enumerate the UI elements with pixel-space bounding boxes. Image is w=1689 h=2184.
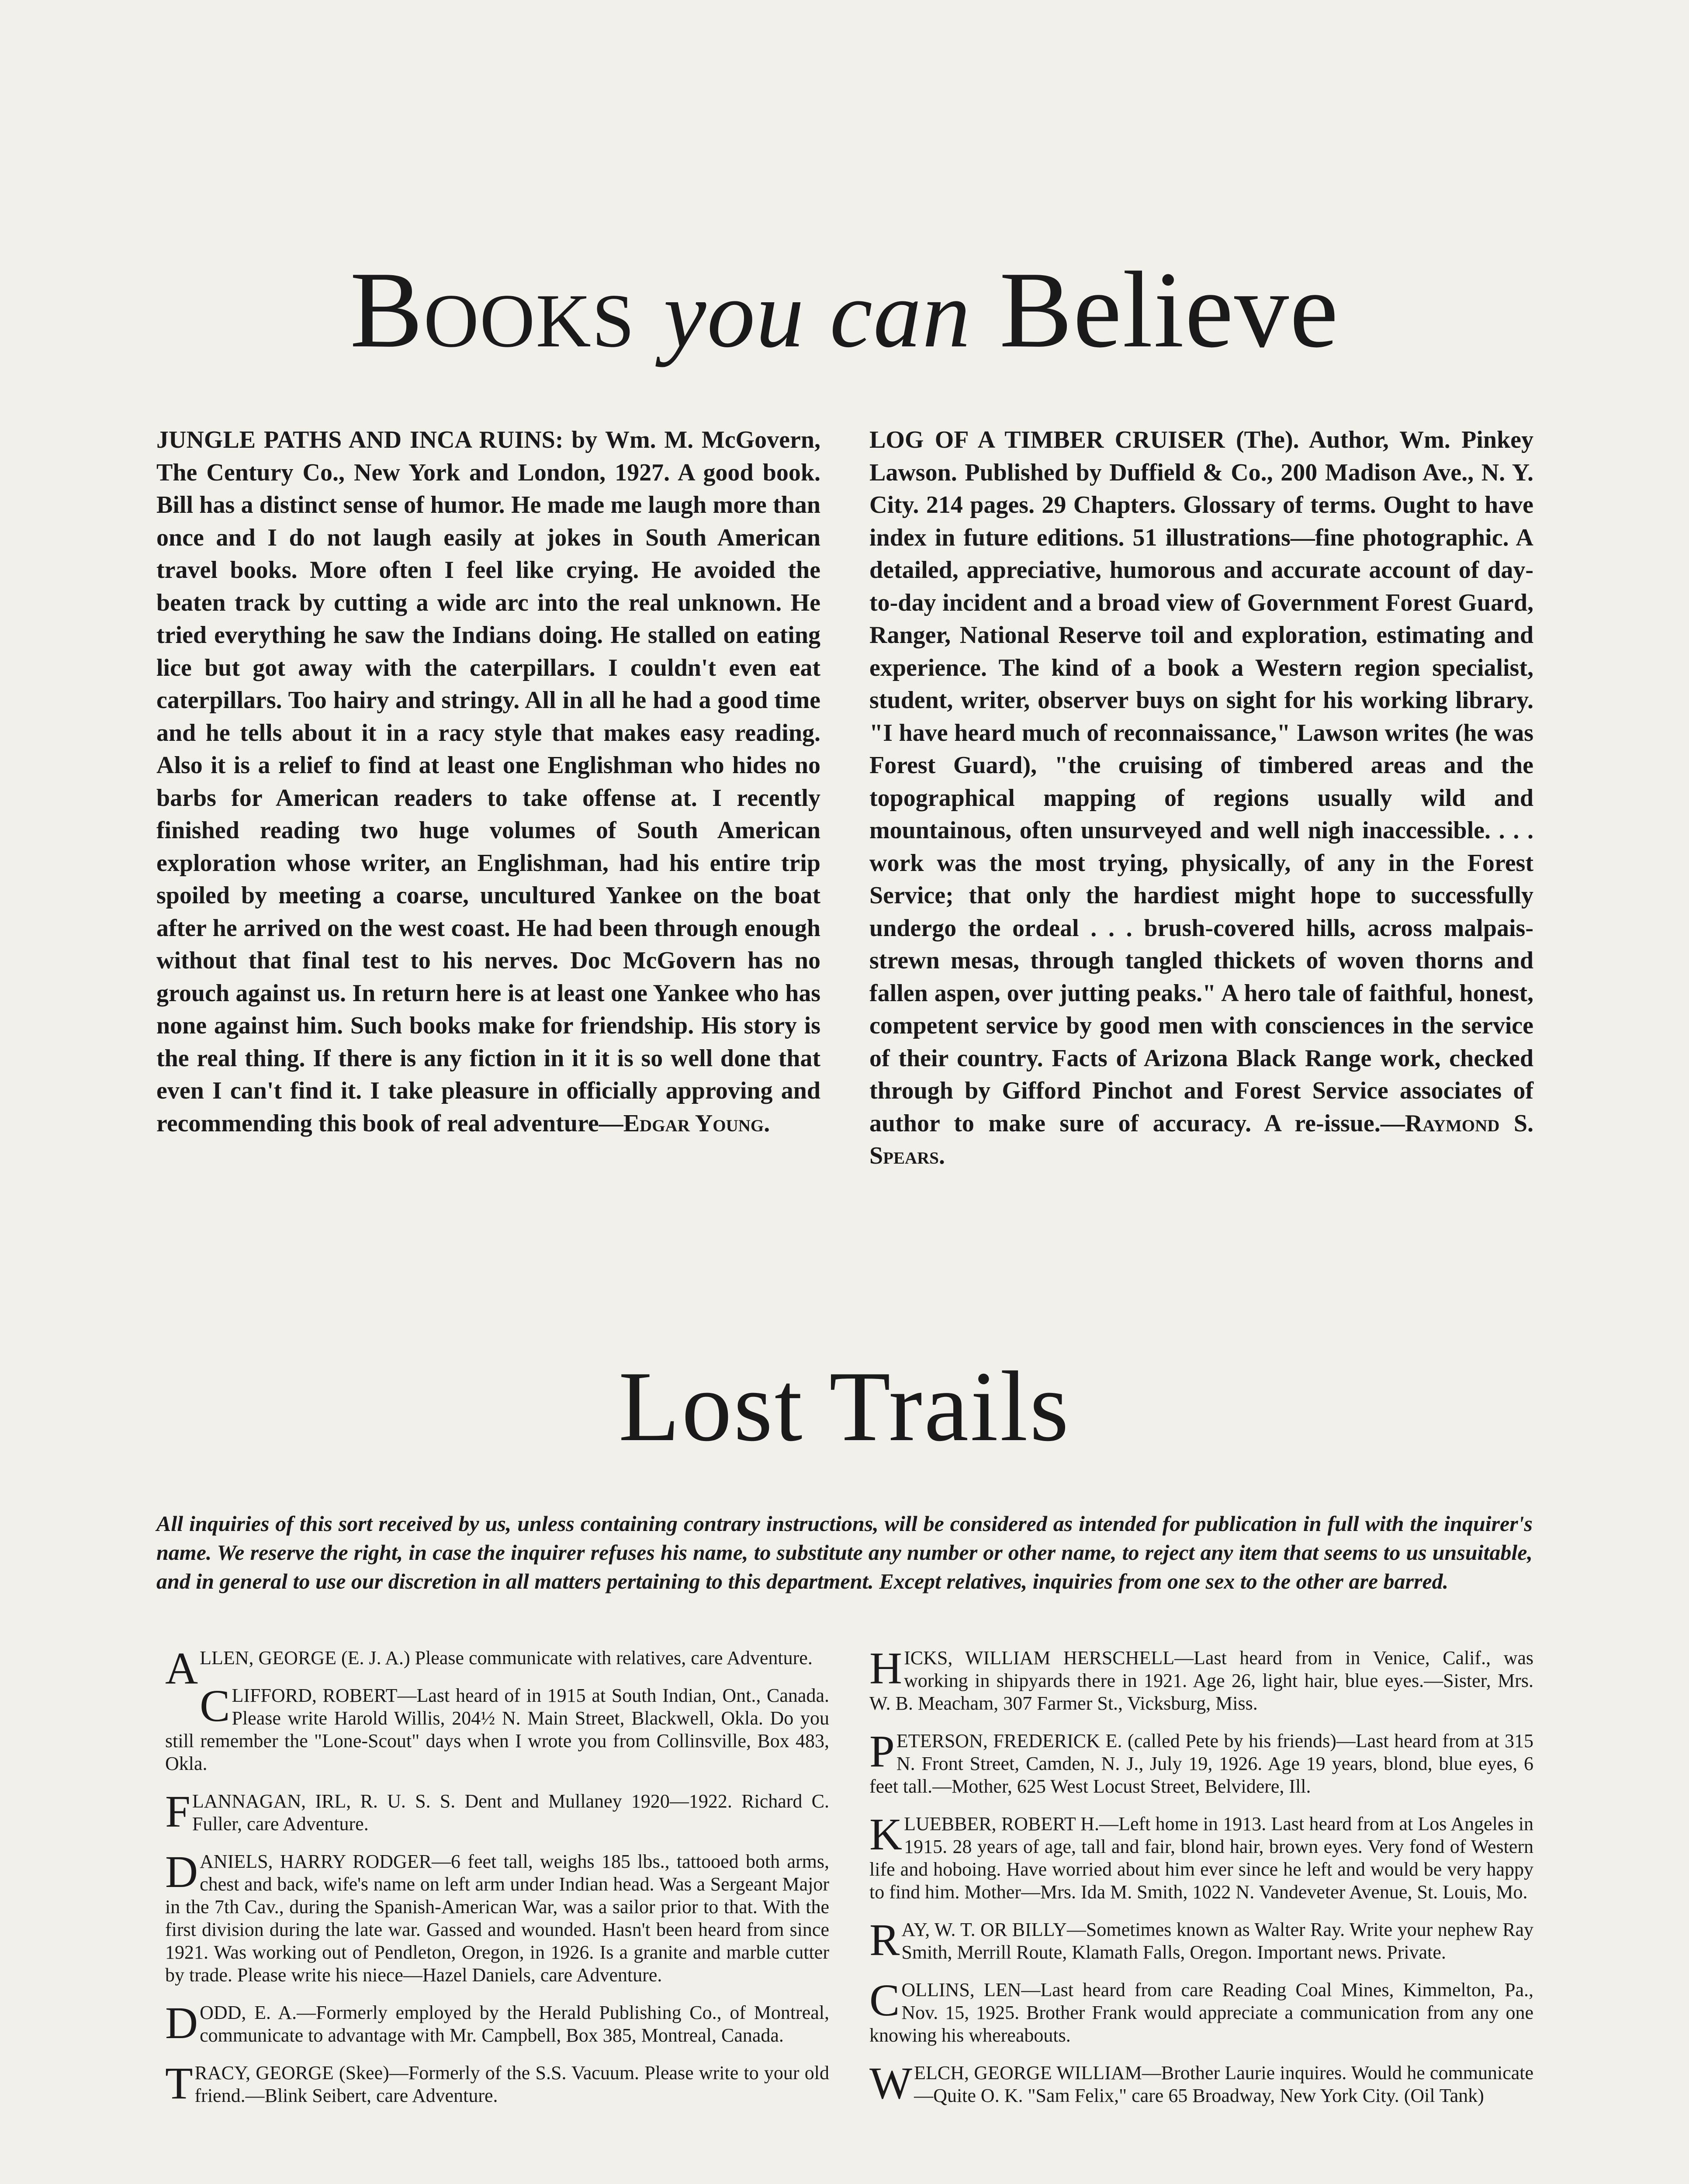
inquiry-entry	[165, 1847, 829, 1987]
inquiry-entry	[869, 2058, 1534, 2108]
inquiry-text: —Sometimes known as Walter Ray. Write your nephew Ray Smith, Merrill Route, Klamath Falls, Oregon. Important news. Private.	[901, 1919, 1533, 1963]
inquiry-name: ICKS, WILLIAM HERSCHELL	[904, 1647, 1175, 1669]
inquiry-text: (Skee)—Formerly of the S.S. Vacuum. Please write to your old friend.—Blink Seibert, care Adventure.	[194, 2062, 829, 2106]
inquiry-entry	[165, 2058, 829, 2108]
drop-cap: R	[869, 1915, 900, 1965]
inquiry-name: ODD, E. A.	[200, 2002, 297, 2023]
drop-cap: D	[165, 1847, 198, 1897]
inquiry-text: —Last heard from in Venice, Calif., was working in shipyards there in 1921. Age 26, light hair, blue eyes.—Sister, Mrs. W. B. Meacham, 307 Farmer St., Vicksburg, Miss.	[869, 1647, 1533, 1714]
inquiry-text: —Last heard from care Reading Coal Mines, Kimmelton, Pa., Nov. 15, 1925. Brother Frank would appreciate a communication from any one knowing his whereabouts.	[869, 1979, 1533, 2046]
inquiry-entry	[165, 1643, 829, 1693]
inquiry-entry	[165, 1998, 829, 2048]
review-text: LOG OF A TIMBER CRUISER (The). Author, Wm. Pinkey Lawson. Published by Duffield & Co., 200 Madison Ave., N. Y. City. 214 pages. 29 Chapters. Glossary of terms. Ought to have index in future editions. 51 illustrations—fine photographic. A detailed, appreciative, humorous and accurate account of day-to-day incident and a broad view of Government Forest Guard, Ranger, National Reserve toil and exploration, estimating and experience. The kind of a book a Western region specialist, student, writer, observer buys on sight for his working library. "I have heard much of reconnaissance," Lawson writes (he was Forest Guard), "the cruising of timbered areas and the topographical mapping of regions usually wild and mountainous, often unsurveyed and well nigh inaccessible. . . . work was the most trying, physically, of any in the Forest Service; that only the hardiest might hope to successfully undergo the ordeal . . . brush-covered hills, across malpais-strewn mesas, through tangled thickets of woven thorns and fallen aspen, over jutting peaks." A hero tale of faithful, honest, competent service by good men with consciences in the service of their country. Facts of Arizona Black Range work, checked through by Gifford Pinchot and Forest Service associates of author to make sure of accuracy. A re-issue.—	[869, 426, 1533, 1137]
inquiry-name: AY, W. T. OR BILLY	[901, 1919, 1067, 1940]
inquiry-entry	[869, 1809, 1533, 1904]
lost-trails-right-column	[869, 1643, 1534, 2122]
review-signature: Raymond S. Spears.	[869, 1109, 1534, 1169]
inquiry-name: ETERSON, FREDERICK E.	[896, 1730, 1122, 1752]
drop-cap: P	[869, 1726, 895, 1776]
drop-cap: F	[165, 1787, 190, 1837]
inquiry-entry	[869, 1975, 1533, 2047]
inquiry-entry	[165, 1787, 829, 1837]
lost-trails-left-column	[165, 1643, 829, 2122]
review-text: JUNGLE PATHS AND INCA RUINS: by Wm. M. McGovern, The Century Co., New York and London, 1927. A good book. Bill has a distinct sense of humor. He made me laugh more than once and I do not laugh easily at jokes in South American travel books. More often I feel like crying. He avoided the beaten track by cutting a wide arc into the real unknown. He tried everything he saw the Indians doing. He stalled on eating lice but got away with the caterpillars. I couldn't even eat caterpillars. Too hairy and stringy. All in all he had a good time and he tells about it in a racy style that makes easy reading. Also it is a relief to find at least one Englishman who hides no barbs for American readers to take offense at. I recently finished reading two huge volumes of South American exploration whose writer, an Englishman, had his entire trip spoiled by meeting a coarse, uncultured Yankee on the boat after he arrived on the west coast. He had been through enough without that final test to his nerves. Doc McGovern has no grouch against us. In return here is at least one Yankee who has none against him. Such books make for friendship. His story is the real thing. If there is any fiction in it it is so well done that even I can't find it. I take pleasure in officially approving and recommending this book of real adventure—	[156, 426, 820, 1137]
title-part-believe: Believe	[999, 249, 1339, 370]
title-part-you-can: you can	[663, 261, 971, 367]
title-part-books: Books	[350, 249, 636, 370]
lost-trails-notice: All inquiries of this sort received by us, unless containing contrary instructions, will be considered as intended for publication in full with the inquirer's name. We reserve the right, in case the inquirer refuses his name, to substitute any number or other name, to reject any item that seems to us unsuitable, and in general to use our discretion in all matters pertaining to this department. Except relatives, inquiries from one sex to the other are barred.	[156, 1511, 1533, 1593]
inquiry-name: LUEBBER, ROBERT H.	[904, 1813, 1100, 1835]
inquiry-entry	[869, 1643, 1533, 1715]
drop-cap: A	[165, 1643, 198, 1693]
books-section-title	[0, 245, 1689, 380]
inquiry-text: —Brother Laurie inquires. Would he communicate—Quite O. K. "Sam Felix," care 65 Broadway, New York City. (Oil Tank)	[914, 2062, 1534, 2106]
inquiry-text: —Formerly employed by the Herald Publishing Co., of Montreal, communicate to advantage with Mr. Campbell, Box 385, Montreal, Canada.	[200, 2002, 829, 2046]
inquiry-entry	[165, 1681, 829, 1775]
drop-cap: T	[165, 2058, 193, 2108]
inquiry-entry	[869, 1726, 1533, 1798]
lost-trails-title: Lost Trails	[618, 1351, 1071, 1462]
inquiry-name: OLLINS, LEN	[901, 1979, 1021, 2001]
drop-cap: H	[869, 1643, 903, 1693]
inquiry-text: (E. J. A.) Please communicate with relatives, care Adventure.	[336, 1647, 813, 1669]
drop-cap: C	[200, 1681, 230, 1731]
inquiry-text: (called Pete by his friends)—Last heard from at 315 N. Front Street, Camden, N. J., July 19, 1926. Age 19 years, blond, blue eyes, 6 feet tall.—Mother, 625 West Locust Street, Belvidere, Ill.	[869, 1730, 1533, 1797]
inquiry-name: ANIELS, HARRY RODGER	[200, 1851, 432, 1872]
inquiry-entry	[869, 1915, 1533, 1965]
inquiry-name: LLEN, GEORGE	[200, 1647, 336, 1669]
drop-cap: D	[165, 1998, 198, 2048]
inquiry-text: , R. U. S. S. Dent and Mullaney 1920—1922. Richard C. Fuller, care Adventure.	[192, 1790, 829, 1835]
book-review-timber-cruiser	[869, 424, 1533, 1172]
inquiry-text: —6 feet tall, weighs 185 lbs., tattooed both arms, chest and back, wife's name on left arm under Indian head. Was a Sergeant Major in the 7th Cav., during the Spanish-American War, was a sailor prior to that. With the first division during the late war. Gassed and wounded. Hasn't been heard from since 1921. Was working out of Pendleton, Oregon, in 1926. Is a granite and marble cutter by trade. Please write his niece—Hazel Daniels, care Adventure.	[165, 1851, 829, 1986]
inquiry-name: LANNAGAN, IRL	[192, 1790, 346, 1812]
inquiry-name: RACY, GEORGE	[194, 2062, 334, 2084]
drop-cap: W	[869, 2058, 913, 2108]
inquiry-name: LIFFORD, ROBERT	[232, 1685, 398, 1706]
drop-cap: K	[869, 1809, 903, 1859]
inquiry-text: —Last heard of in 1915 at South Indian, Ont., Canada. Please write Harold Willis, 204½ N. Main Street, Blackwell, Okla. Do you still remember the "Lone-Scout" days when I wrote you from Collinsville, Box 483, Okla.	[165, 1685, 829, 1774]
drop-cap: C	[869, 1975, 900, 2025]
book-review-jungle-paths	[156, 424, 820, 1140]
review-signature: Edgar Young.	[623, 1109, 770, 1137]
inquiry-name: ELCH, GEORGE WILLIAM	[914, 2062, 1142, 2084]
inquiry-text: —Left home in 1913. Last heard from at Los Angeles in 1915. 28 years of age, tall and fair, blond hair, brown eyes. Very fond of Western life and hoboing. Have worried about him ever since he left and would be very happy to find him. Mother—Mrs. Ida M. Smith, 1022 N. Vandeveter Avenue, St. Louis, Mo.	[869, 1813, 1533, 1903]
